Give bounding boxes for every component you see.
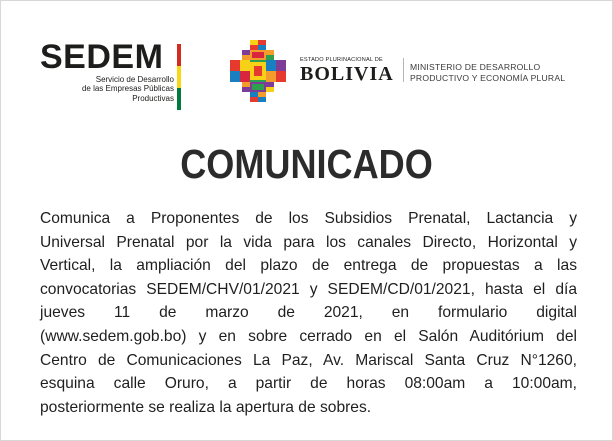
bolivia-wiphala-emblem-icon: [226, 38, 290, 104]
logo-divider: [403, 58, 404, 82]
ministry-line: PRODUCTIVO Y ECONOMÍA PLURAL: [410, 72, 566, 83]
body-line: Centro de Comunicaciones La Paz, Av. Mariscal Santa Cruz N°1260,: [40, 351, 577, 369]
sedem-subtitle-line: Productivas: [132, 93, 174, 103]
body-line: posteriormente se realiza la apertura de sobres.: [40, 398, 372, 416]
bolivia-state-label: ESTADO PLURINACIONAL DE: [300, 57, 383, 63]
sedem-bar-red: [177, 44, 181, 66]
body-line: Universal Prenatal por la vida para los canales Directo, Horizontal y: [40, 233, 577, 251]
body-line: convocatorias SEDEM/CHV/01/2021 y SEDEM/CD/01/2021, hasta el día: [40, 280, 577, 298]
sedem-logo-subtitle: [82, 75, 174, 103]
sedem-bar-yellow: [177, 66, 181, 88]
body-line: jueves 11 de marzo de 2021, en formulario digital: [40, 304, 577, 322]
sedem-subtitle-line: Servicio de Desarrollo: [95, 75, 174, 84]
sedem-logo-wordmark: SEDEM: [40, 38, 164, 76]
ministry-line: MINISTERIO DE DESARROLLO: [410, 62, 541, 72]
sedem-subtitle-line: de las Empresas Públicas: [81, 84, 174, 94]
sedem-bar-green: [177, 88, 181, 110]
sedem-logo-color-bar: [177, 44, 181, 110]
body-line: esquina calle Oruro, a partir de horas 08:00am a 10:00am,: [40, 375, 577, 393]
bolivia-logo-text: [300, 57, 398, 84]
bolivia-wordmark: BOLIVIA: [300, 63, 394, 85]
sedem-logo: [40, 40, 182, 126]
body-line: (www.sedem.gob.bo) y en sobre cerrado en el Salón Auditórium del: [40, 327, 577, 345]
body-line: Vertical, la ampliación del plazo de entrega de propuestas a las: [40, 257, 577, 275]
ministry-name: [410, 62, 565, 83]
body-line: Comunica a Proponentes de los Subsidios Prenatal, Lactancia y: [40, 210, 577, 227]
announcement-body: [40, 207, 577, 419]
page-title: COMUNICADO: [180, 141, 433, 187]
